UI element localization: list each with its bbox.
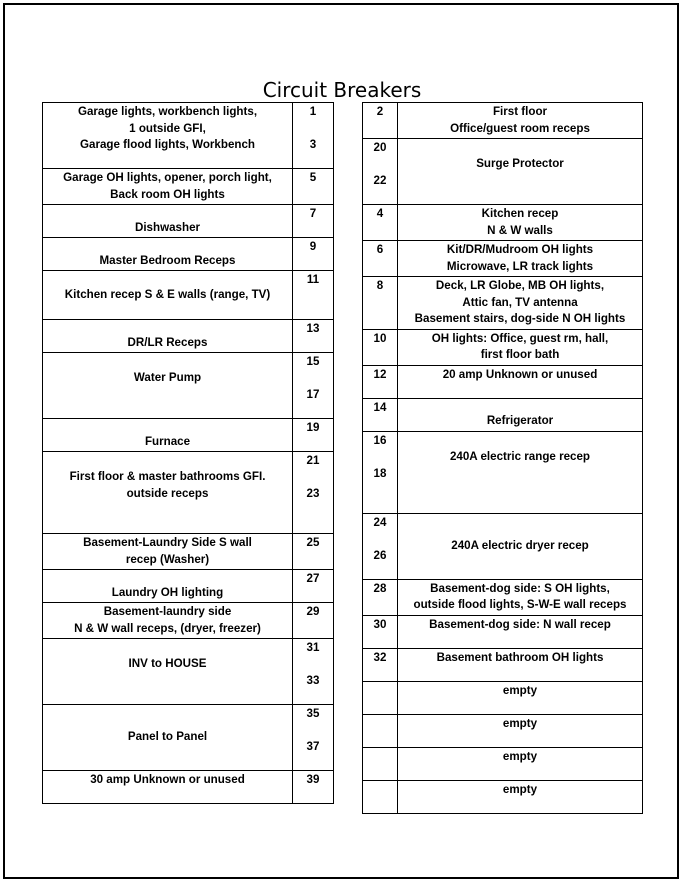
breaker-slot-number: 16 — [373, 433, 387, 447]
breaker-row — [363, 103, 643, 139]
left-breaker-number — [293, 570, 334, 603]
breaker-slot-number: 25 — [306, 536, 320, 549]
breaker-row — [363, 648, 643, 681]
breaker-slot-number: 18 — [373, 466, 387, 480]
breaker-row — [363, 615, 643, 648]
breaker-row — [43, 205, 334, 238]
breaker-row — [43, 570, 334, 603]
left-breaker-number — [293, 603, 334, 639]
breaker-row — [43, 353, 334, 419]
breaker-row — [363, 139, 643, 205]
breaker-row — [43, 771, 334, 804]
breaker-slot-number: 10 — [373, 331, 387, 345]
right-breaker-description: empty — [398, 780, 643, 813]
left-breaker-number — [293, 320, 334, 353]
left-breaker-description: INV to HOUSE — [43, 639, 293, 705]
left-breaker-description: Laundry OH lighting — [43, 570, 293, 603]
right-breaker-number — [363, 205, 398, 241]
left-breaker-description: Basement-Laundry Side S wall recep (Washer) — [43, 534, 293, 570]
right-breaker-table — [362, 102, 643, 814]
right-breaker-description: Basement-dog side: S OH lights, outside flood lights, S-W-E wall receps — [398, 579, 643, 615]
breaker-slot-number: 26 — [373, 548, 387, 562]
breaker-row — [43, 639, 334, 705]
breaker-row — [363, 241, 643, 277]
right-breaker-number — [363, 365, 398, 398]
right-breaker-number — [363, 398, 398, 431]
breaker-slot-number: 31 — [306, 641, 320, 654]
left-breaker-number — [293, 705, 334, 771]
breaker-slot-number: 21 — [306, 454, 320, 467]
right-breaker-number — [363, 431, 398, 513]
breaker-slot-number: 35 — [306, 707, 320, 720]
breaker-row — [363, 329, 643, 365]
breaker-row — [43, 419, 334, 452]
left-breaker-description: Water Pump — [43, 353, 293, 419]
left-breaker-description: Master Bedroom Receps — [43, 238, 293, 271]
right-breaker-number — [363, 139, 398, 205]
left-breaker-number — [293, 103, 334, 169]
breaker-slot-number: 39 — [306, 773, 320, 786]
left-breaker-table — [42, 102, 334, 804]
left-breaker-description: Dishwasher — [43, 205, 293, 238]
breaker-slot-number: 37 — [306, 740, 320, 753]
left-breaker-number — [293, 534, 334, 570]
breaker-row — [363, 579, 643, 615]
right-breaker-description: Basement-dog side: N wall recep — [398, 615, 643, 648]
breaker-row — [43, 271, 334, 320]
right-breaker-description: empty — [398, 747, 643, 780]
breaker-row — [363, 747, 643, 780]
left-breaker-description: Basement-laundry side N & W wall receps, (dryer, freezer) — [43, 603, 293, 639]
right-breaker-description: 240A electric dryer recep — [398, 513, 643, 579]
breaker-row — [43, 705, 334, 771]
right-breaker-number — [363, 241, 398, 277]
breaker-row — [43, 169, 334, 205]
left-breaker-description: Garage OH lights, opener, porch light, Back room OH lights — [43, 169, 293, 205]
breaker-row — [363, 780, 643, 813]
right-breaker-description: empty — [398, 681, 643, 714]
left-breaker-number — [293, 205, 334, 238]
breaker-slot-number: 9 — [309, 240, 317, 253]
breaker-slot-number: 33 — [306, 674, 320, 687]
breaker-row — [363, 714, 643, 747]
right-breaker-description: Kitchen recep N & W walls — [398, 205, 643, 241]
right-breaker-number — [363, 615, 398, 648]
left-breaker-number — [293, 271, 334, 320]
breaker-slot-number: 19 — [306, 421, 320, 434]
right-breaker-description: Refrigerator — [398, 398, 643, 431]
right-breaker-description: Deck, LR Globe, MB OH lights, Attic fan, TV antenna Basement stairs, dog-side N OH lights — [398, 277, 643, 330]
breaker-slot-number: 11 — [306, 273, 320, 286]
right-breaker-description: Basement bathroom OH lights — [398, 648, 643, 681]
breaker-slot-number: 28 — [373, 581, 387, 595]
left-breaker-number — [293, 452, 334, 534]
right-breaker-description: OH lights: Office, guest rm, hall, first floor bath — [398, 329, 643, 365]
breaker-row — [43, 103, 334, 169]
breaker-slot-number: 30 — [373, 617, 387, 631]
breaker-slot-number: 4 — [376, 207, 384, 220]
breaker-slot-number: 24 — [373, 515, 387, 529]
left-breaker-description: 30 amp Unknown or unused — [43, 771, 293, 804]
breaker-slot-number: 1 — [309, 105, 317, 118]
right-breaker-description: 20 amp Unknown or unused — [398, 365, 643, 398]
breaker-row — [363, 513, 643, 579]
right-breaker-description: empty — [398, 714, 643, 747]
right-breaker-description: 240A electric range recep — [398, 431, 643, 513]
breaker-slot-number: 3 — [309, 138, 317, 151]
left-breaker-number — [293, 238, 334, 271]
breaker-row — [43, 534, 334, 570]
right-breaker-number — [363, 103, 398, 139]
right-breaker-description: Kit/DR/Mudroom OH lights Microwave, LR track lights — [398, 241, 643, 277]
breaker-slot-number: 22 — [373, 174, 387, 187]
breaker-slot-number: 12 — [373, 367, 387, 381]
breaker-slot-number: 5 — [309, 171, 317, 184]
left-breaker-description: DR/LR Receps — [43, 320, 293, 353]
breaker-slot-number: 29 — [306, 605, 320, 618]
right-breaker-number — [363, 714, 398, 747]
breaker-slot-number: 14 — [373, 400, 387, 414]
right-breaker-number — [363, 681, 398, 714]
breaker-row — [43, 452, 334, 534]
left-breaker-number — [293, 169, 334, 205]
breaker-slot-number: 23 — [306, 487, 320, 500]
breaker-row — [363, 431, 643, 513]
right-breaker-number — [363, 579, 398, 615]
breaker-row — [43, 238, 334, 271]
breaker-slot-number: 7 — [309, 207, 317, 220]
breaker-slot-number: 32 — [373, 650, 387, 664]
breaker-slot-number: 27 — [306, 572, 320, 585]
breaker-slot-number: 13 — [306, 322, 320, 335]
left-breaker-description: Garage lights, workbench lights, 1 outside GFI, Garage flood lights, Workbench — [43, 103, 293, 169]
left-breaker-description: Kitchen recep S & E walls (range, TV) — [43, 271, 293, 320]
left-breaker-description: Panel to Panel — [43, 705, 293, 771]
breaker-slot-number: 15 — [306, 355, 320, 368]
breaker-row — [43, 320, 334, 353]
right-breaker-description: First floor Office/guest room receps — [398, 103, 643, 139]
right-breaker-number — [363, 780, 398, 813]
left-breaker-description: First floor & master bathrooms GFI. outside receps — [43, 452, 293, 534]
page-title: Circuit Breakers — [262, 78, 422, 102]
breaker-row — [363, 277, 643, 330]
right-breaker-number — [363, 277, 398, 330]
breaker-row — [363, 365, 643, 398]
breaker-slot-number: 2 — [376, 105, 384, 118]
left-breaker-number — [293, 639, 334, 705]
breaker-slot-number: 6 — [376, 243, 384, 256]
left-breaker-number — [293, 353, 334, 419]
breaker-slot-number: 17 — [306, 388, 320, 401]
right-breaker-description: Surge Protector — [398, 139, 643, 205]
left-breaker-description: Furnace — [43, 419, 293, 452]
breaker-row — [363, 398, 643, 431]
breaker-slot-number: 8 — [376, 279, 384, 292]
left-breaker-number — [293, 419, 334, 452]
right-breaker-number — [363, 329, 398, 365]
left-breaker-number — [293, 771, 334, 804]
right-breaker-number — [363, 648, 398, 681]
breaker-row — [363, 205, 643, 241]
breaker-slot-number: 20 — [373, 141, 387, 154]
right-breaker-number — [363, 747, 398, 780]
breaker-row — [43, 603, 334, 639]
right-breaker-number — [363, 513, 398, 579]
breaker-row — [363, 681, 643, 714]
